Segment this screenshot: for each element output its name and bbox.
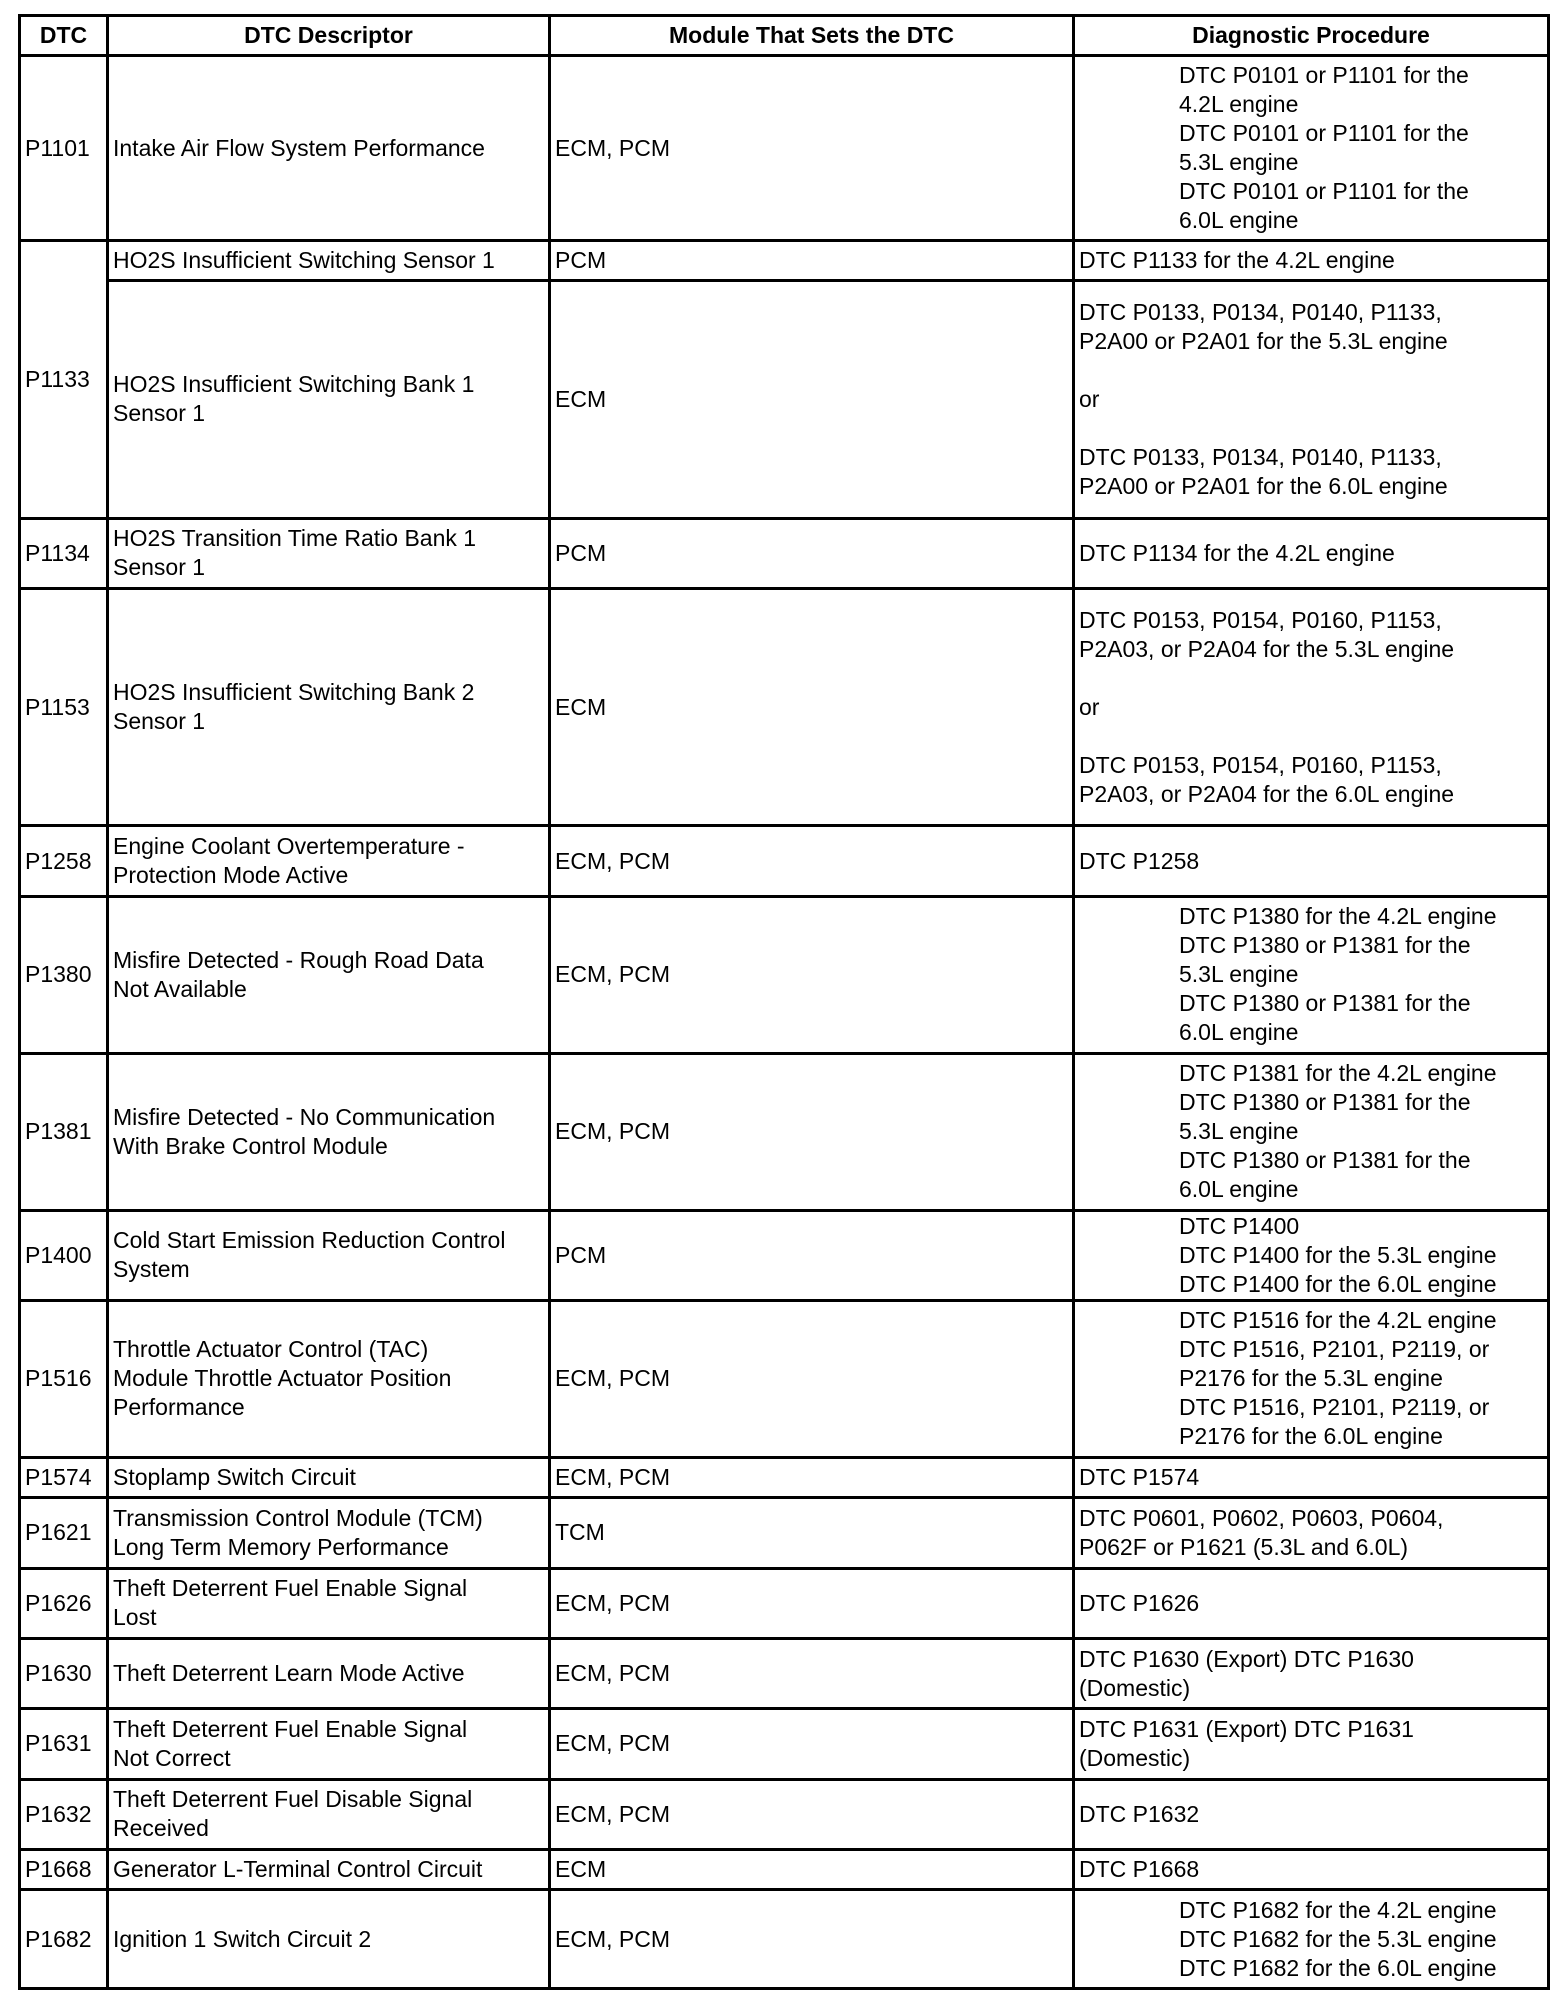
module: ECM, PCM (550, 826, 1074, 896)
table-row (20, 1210, 1549, 1301)
diagnostic-procedure (1074, 589, 1549, 826)
dtc-code: P1134 (20, 518, 108, 588)
diagnostic-procedure (1074, 1053, 1549, 1210)
dtc-descriptor: Theft Deterrent Fuel Disable Signal Received (108, 1779, 550, 1849)
dtc-descriptor: Misfire Detected - Rough Road Data Not Available (108, 896, 550, 1053)
dtc-code: P1133 (20, 241, 108, 519)
diagnostic-procedure (1074, 281, 1549, 518)
procedure-line: DTC P1133 for the 4.2L engine (1079, 247, 1395, 274)
procedure-line: DTC P1630 (Export) DTC P1630 (Domestic) (1079, 1645, 1414, 1701)
procedure-line: DTC P1631 (Export) DTC P1631 (Domestic) (1079, 1715, 1414, 1771)
module: TCM (550, 1498, 1074, 1568)
table-row (20, 1850, 1549, 1890)
procedure-line: or (1079, 693, 1100, 720)
dtc-code: P1153 (20, 589, 108, 826)
module: ECM, PCM (550, 1053, 1074, 1210)
spacer (1079, 722, 1543, 751)
module: ECM, PCM (550, 56, 1074, 241)
dtc-table (18, 14, 1550, 1990)
dtc-descriptor: HO2S Insufficient Switching Sensor 1 (108, 241, 550, 281)
procedure-line: DTC P0101 or P1101 for the 6.0L engine (1179, 178, 1469, 234)
module: ECM (550, 281, 1074, 518)
table-row (20, 589, 1549, 826)
dtc-descriptor: Ignition 1 Switch Circuit 2 (108, 1890, 550, 1989)
table-row (20, 1779, 1549, 1849)
diagnostic-procedure (1074, 1779, 1549, 1849)
spacer (1079, 356, 1543, 385)
procedure-line: DTC P1682 for the 5.3L engine (1179, 1925, 1497, 1952)
dtc-code: P1101 (20, 56, 108, 241)
procedure-line: DTC P0153, P0154, P0160, P1153, P2A03, or P2A04 for the 5.3L engine (1079, 606, 1455, 662)
diagnostic-procedure (1074, 1457, 1549, 1497)
diagnostic-procedure (1074, 56, 1549, 241)
dtc-code: P1630 (20, 1638, 108, 1708)
table-row (20, 1053, 1549, 1210)
diagnostic-procedure (1074, 1638, 1549, 1708)
procedure-line: DTC P1400 for the 5.3L engine (1179, 1241, 1497, 1268)
procedure-line: DTC P1400 (1179, 1212, 1300, 1239)
diagnostic-procedure (1074, 1890, 1549, 1989)
dtc-code: P1632 (20, 1779, 108, 1849)
table-row (20, 281, 1549, 518)
table-row (20, 826, 1549, 896)
table-row (20, 896, 1549, 1053)
header-descriptor: DTC Descriptor (108, 16, 550, 56)
dtc-descriptor: HO2S Transition Time Ratio Bank 1 Sensor 1 (108, 518, 550, 588)
module: PCM (550, 518, 1074, 588)
procedure-line: DTC P1380 or P1381 for the 5.3L engine (1179, 1089, 1471, 1145)
dtc-code: P1682 (20, 1890, 108, 1989)
dtc-descriptor: Throttle Actuator Control (TAC) Module Throttle Actuator Position Performance (108, 1301, 550, 1458)
procedure-line: DTC P1682 for the 6.0L engine (1179, 1954, 1497, 1981)
dtc-code: P1574 (20, 1457, 108, 1497)
procedure-line: DTC P1626 (1079, 1589, 1200, 1616)
dtc-code: P1668 (20, 1850, 108, 1890)
module: ECM, PCM (550, 1568, 1074, 1638)
module: ECM, PCM (550, 1457, 1074, 1497)
dtc-code: P1631 (20, 1709, 108, 1779)
procedure-line: DTC P1258 (1079, 847, 1200, 874)
dtc-descriptor: HO2S Insufficient Switching Bank 1 Sensor 1 (108, 281, 550, 518)
dtc-code: P1626 (20, 1568, 108, 1638)
spacer (1079, 414, 1543, 443)
header-module: Module That Sets the DTC (550, 16, 1074, 56)
diagnostic-procedure (1074, 1568, 1549, 1638)
table-body (20, 56, 1549, 1989)
module: ECM, PCM (550, 1638, 1074, 1708)
diagnostic-procedure (1074, 1709, 1549, 1779)
procedure-line: DTC P1668 (1079, 1856, 1200, 1883)
module: ECM, PCM (550, 896, 1074, 1053)
table-row (20, 1638, 1549, 1708)
dtc-code: P1621 (20, 1498, 108, 1568)
dtc-descriptor: Generator L-Terminal Control Circuit (108, 1850, 550, 1890)
dtc-descriptor: Misfire Detected - No Communication With Brake Control Module (108, 1053, 550, 1210)
diagnostic-procedure (1074, 1850, 1549, 1890)
procedure-line: or (1079, 385, 1100, 412)
module: ECM (550, 589, 1074, 826)
table-row (20, 1457, 1549, 1497)
dtc-descriptor: Stoplamp Switch Circuit (108, 1457, 550, 1497)
procedure-line: DTC P1400 for the 6.0L engine (1179, 1270, 1497, 1297)
dtc-code: P1258 (20, 826, 108, 896)
spacer (1079, 664, 1543, 693)
table-row (20, 241, 1549, 281)
diagnostic-procedure (1074, 1210, 1549, 1301)
procedure-line: DTC P1380 for the 4.2L engine (1179, 903, 1497, 930)
dtc-descriptor: Intake Air Flow System Performance (108, 56, 550, 241)
procedure-line: DTC P1516, P2101, P2119, or P2176 for the 6.0L engine (1179, 1394, 1490, 1450)
procedure-line: DTC P1682 for the 4.2L engine (1179, 1896, 1497, 1923)
diagnostic-procedure (1074, 518, 1549, 588)
module: ECM, PCM (550, 1709, 1074, 1779)
table-row (20, 1301, 1549, 1458)
procedure-line: DTC P0101 or P1101 for the 5.3L engine (1179, 120, 1469, 176)
procedure-line: DTC P0133, P0134, P0140, P1133, P2A00 or P2A01 for the 5.3L engine (1079, 298, 1448, 354)
dtc-code: P1516 (20, 1301, 108, 1458)
module: ECM, PCM (550, 1890, 1074, 1989)
table-row (20, 56, 1549, 241)
procedure-line: DTC P0133, P0134, P0140, P1133, P2A00 or P2A01 for the 6.0L engine (1079, 443, 1448, 499)
procedure-line: DTC P1134 for the 4.2L engine (1079, 539, 1395, 566)
dtc-descriptor: HO2S Insufficient Switching Bank 2 Sensor 1 (108, 589, 550, 826)
dtc-descriptor: Cold Start Emission Reduction Control System (108, 1210, 550, 1301)
procedure-line: DTC P1574 (1079, 1464, 1200, 1491)
procedure-line: DTC P0601, P0602, P0603, P0604, P062F or P1621 (5.3L and 6.0L) (1079, 1504, 1444, 1560)
dtc-code: P1380 (20, 896, 108, 1053)
table-row (20, 1568, 1549, 1638)
diagnostic-procedure (1074, 241, 1549, 281)
module: PCM (550, 1210, 1074, 1301)
diagnostic-procedure (1074, 896, 1549, 1053)
module: ECM, PCM (550, 1301, 1074, 1458)
dtc-descriptor: Transmission Control Module (TCM) Long Term Memory Performance (108, 1498, 550, 1568)
module: PCM (550, 241, 1074, 281)
procedure-line: DTC P0101 or P1101 for the 4.2L engine (1179, 62, 1469, 118)
header-procedure: Diagnostic Procedure (1074, 16, 1549, 56)
dtc-descriptor: Engine Coolant Overtemperature - Protection Mode Active (108, 826, 550, 896)
procedure-line: DTC P0153, P0154, P0160, P1153, P2A03, or P2A04 for the 6.0L engine (1079, 751, 1455, 807)
dtc-code: P1381 (20, 1053, 108, 1210)
table-row (20, 518, 1549, 588)
procedure-line: DTC P1632 (1079, 1800, 1200, 1827)
diagnostic-procedure (1074, 826, 1549, 896)
dtc-descriptor: Theft Deterrent Learn Mode Active (108, 1638, 550, 1708)
table-row (20, 1498, 1549, 1568)
diagnostic-procedure (1074, 1498, 1549, 1568)
procedure-line: DTC P1380 or P1381 for the 6.0L engine (1179, 1147, 1471, 1203)
dtc-descriptor: Theft Deterrent Fuel Enable Signal Lost (108, 1568, 550, 1638)
dtc-descriptor: Theft Deterrent Fuel Enable Signal Not Correct (108, 1709, 550, 1779)
table-row (20, 1709, 1549, 1779)
diagnostic-procedure (1074, 1301, 1549, 1458)
procedure-line: DTC P1380 or P1381 for the 6.0L engine (1179, 990, 1471, 1046)
procedure-line: DTC P1381 for the 4.2L engine (1179, 1060, 1497, 1087)
procedure-line: DTC P1516 for the 4.2L engine (1179, 1307, 1497, 1334)
module: ECM (550, 1850, 1074, 1890)
table-row (20, 1890, 1549, 1989)
procedure-line: DTC P1380 or P1381 for the 5.3L engine (1179, 932, 1471, 988)
procedure-line: DTC P1516, P2101, P2119, or P2176 for the 5.3L engine (1179, 1336, 1490, 1392)
header-dtc: DTC (20, 16, 108, 56)
header-row (20, 16, 1549, 56)
module: ECM, PCM (550, 1779, 1074, 1849)
dtc-code: P1400 (20, 1210, 108, 1301)
